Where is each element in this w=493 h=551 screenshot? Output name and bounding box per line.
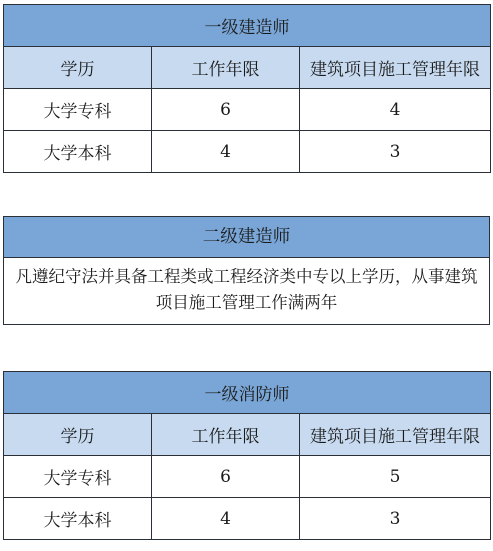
table-yiji-jianzaoshi	[3, 4, 490, 173]
header-management-years: 建筑项目施工管理年限	[300, 414, 491, 456]
cell-work-years: 6	[152, 89, 300, 131]
cell-education: 大学本科	[4, 498, 152, 540]
cell-education: 大学专科	[4, 89, 152, 131]
header-management-years: 建筑项目施工管理年限	[300, 47, 491, 89]
cell-management-years: 5	[300, 456, 491, 498]
box-title: 二级建造师	[4, 217, 489, 258]
cell-management-years: 3	[300, 131, 491, 173]
box-body-text: 凡遵纪守法并具备工程类或工程经济类中专以上学历，从事建筑项目施工管理工作满两年	[4, 258, 489, 324]
table-row	[4, 131, 491, 173]
cell-work-years: 4	[152, 131, 300, 173]
cell-work-years: 6	[152, 456, 300, 498]
box-erji-jianzaoshi	[3, 216, 490, 325]
header-education: 学历	[4, 414, 152, 456]
header-education: 学历	[4, 47, 152, 89]
table-title: 一级消防师	[4, 372, 491, 414]
table-title: 一级建造师	[4, 5, 491, 47]
table-row	[4, 89, 491, 131]
cell-management-years: 4	[300, 89, 491, 131]
cell-management-years: 3	[300, 498, 491, 540]
header-work-years: 工作年限	[152, 414, 300, 456]
cell-education: 大学本科	[4, 131, 152, 173]
cell-work-years: 4	[152, 498, 300, 540]
table-row	[4, 498, 491, 540]
header-work-years: 工作年限	[152, 47, 300, 89]
cell-education: 大学专科	[4, 456, 152, 498]
table-row	[4, 456, 491, 498]
table-yiji-xiaofangshi	[3, 371, 490, 540]
